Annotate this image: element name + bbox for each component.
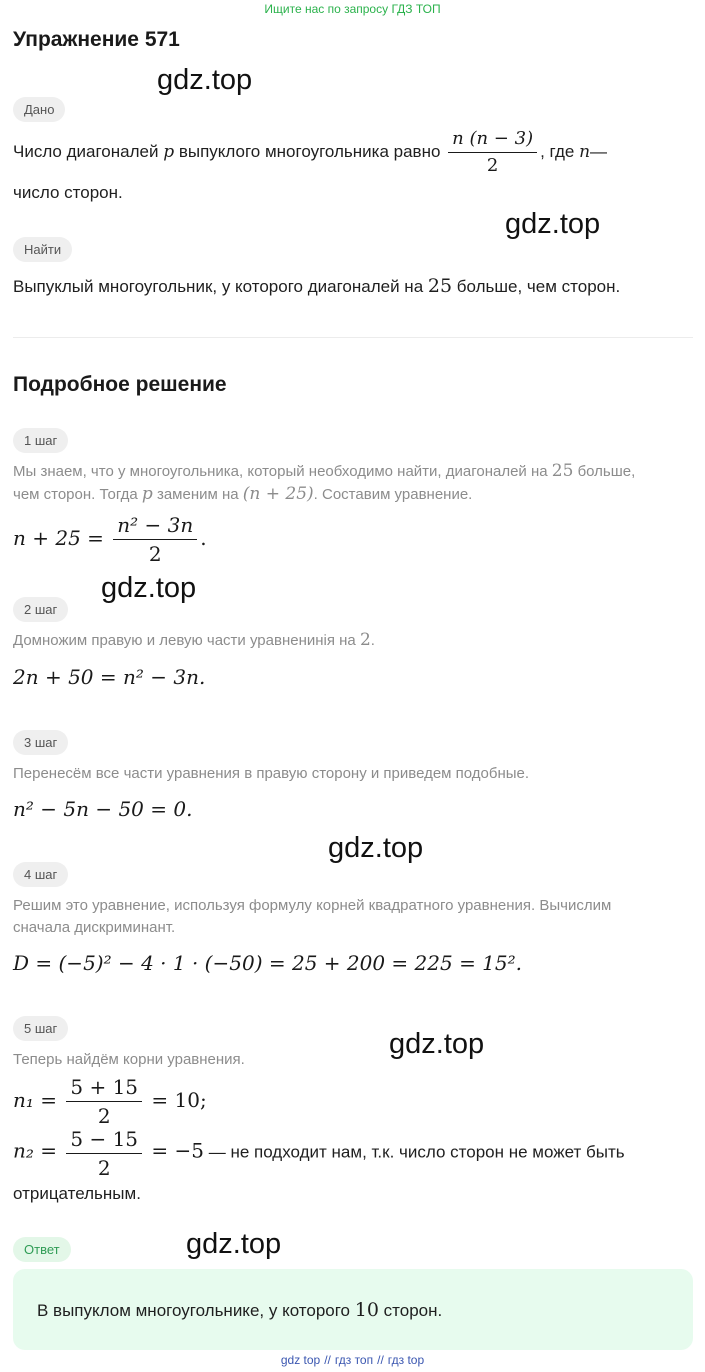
step-1-equation (13, 513, 207, 566)
step-2-number: 2 (359, 630, 371, 650)
step-1-text-b: больше, (573, 463, 636, 480)
answer-text-a: В выпуклом многоугольнике, у которого (37, 1301, 355, 1320)
step-1-number: 25 (551, 461, 574, 481)
watermark: gdz.top (101, 572, 197, 604)
answer-text-b: сторон. (378, 1301, 443, 1320)
given-fraction-den: 2 (486, 155, 499, 176)
step-1-var-p: p (141, 484, 153, 504)
given-label: Дано (13, 97, 65, 122)
find-label: Найти (13, 237, 72, 262)
step-4-label: 4 шаг (13, 862, 68, 887)
step-5-text: Теперь найдём корни уравнения. (13, 1051, 245, 1068)
step-5-eq1-den: 2 (97, 1104, 111, 1128)
given-var-n: n (579, 141, 591, 162)
footer-separator: // (377, 1353, 384, 1367)
step-3-equation: n² − 5n − 50 = 0. (13, 797, 193, 821)
step-5-eq1-num: 5 + 15 (66, 1075, 142, 1102)
step-2-text-b: . (370, 632, 375, 649)
step-4-text-line2: сначала дискриминант. (13, 919, 176, 936)
watermark: gdz.top (328, 832, 424, 864)
step-1-text-e: . Составим уравнение. (313, 486, 473, 503)
step-1-text-d: заменим на (152, 486, 243, 503)
solution-title: Подробное решение (13, 373, 227, 396)
watermark: gdz.top (389, 1028, 485, 1060)
step-1-eq-num: n² − 3n (113, 513, 197, 540)
answer-label: Ответ (13, 1237, 71, 1262)
step-5-equation-2 (13, 1127, 625, 1180)
step-1-eq-left: n + 25 = (13, 526, 111, 550)
step-4-text-line1: Решим это уравнение, используя формулу корней квадратного уравнения. Вычислим (13, 897, 612, 914)
step-5-eq1-fraction (66, 1075, 142, 1128)
page-title: Упражнение 571 (13, 28, 180, 51)
given-var-p: p (163, 141, 175, 162)
step-5-eq2-right: = −5 (145, 1138, 204, 1163)
step-1-text-a: Мы знаем, что у многоугольника, который необходимо найти, диагоналей на (13, 463, 552, 480)
given-text-line2: число сторон. (13, 183, 123, 202)
footer-link-1[interactable]: gdz top (280, 1353, 321, 1367)
step-5-eq2-num: 5 − 15 (66, 1127, 142, 1154)
find-text-b: больше, чем сторон. (452, 277, 621, 296)
watermark: gdz.top (157, 64, 253, 96)
given-fraction-num: n (n − 3) (448, 128, 537, 153)
step-5-eq2-text: — не подходит нам, т.к. число сторон не может быть (204, 1142, 625, 1162)
answer-number: 10 (354, 1299, 379, 1321)
given-fraction (448, 128, 537, 177)
step-2-text (13, 629, 375, 652)
step-5-eq2-den: 2 (97, 1156, 111, 1180)
given-text-a: Число диагоналей (13, 141, 164, 161)
step-5-text-last: отрицательным. (13, 1184, 141, 1203)
step-2-text-a: Домножим правую и левую части уравненинія на (13, 632, 360, 649)
given-text-b: выпуклого многоугольника равно (174, 141, 446, 161)
watermark: gdz.top (186, 1228, 282, 1260)
find-text-a: Выпуклый многоугольник, у которого диагоналей на (13, 277, 428, 296)
step-1-label: 1 шаг (13, 428, 68, 453)
given-dash: — (590, 141, 608, 161)
find-text (13, 275, 620, 298)
answer-text (37, 1299, 442, 1321)
step-1-text-c: чем сторон. Тогда (13, 486, 142, 503)
step-3-text: Перенесём все части уравнения в правую сторону и приведем подобные. (13, 765, 530, 782)
footer-link-2[interactable]: гдз топ (334, 1353, 374, 1367)
step-1-eq-den: 2 (148, 542, 162, 566)
step-1-text-line1 (13, 460, 635, 483)
footer-separator: // (324, 1353, 331, 1367)
step-5-eq2-left: n₂ = (13, 1138, 64, 1163)
footer-link-3[interactable]: гдз top (387, 1353, 425, 1367)
given-text-c: , где (540, 141, 580, 161)
step-1-expression: (n + 25) (242, 484, 314, 504)
step-1-eq-fraction (113, 513, 197, 566)
step-2-equation: 2n + 50 = n² − 3n. (13, 665, 206, 689)
step-4-equation: D = (−5)² − 4 · 1 · (−50) = 25 + 200 = 225 = 15². (13, 951, 523, 975)
step-5-eq1-right: = 10; (145, 1088, 207, 1112)
step-3-label: 3 шаг (13, 730, 68, 755)
watermark: gdz.top (505, 208, 601, 240)
footer-links (0, 1353, 705, 1367)
step-1-text-line2 (13, 483, 472, 506)
given-text (13, 128, 607, 177)
top-banner: Ищите нас по запросу ГДЗ ТОП (264, 2, 441, 16)
step-2-label: 2 шаг (13, 597, 68, 622)
find-number: 25 (427, 275, 453, 297)
step-5-eq1-left: n₁ = (13, 1088, 64, 1112)
step-5-equation-1 (13, 1075, 207, 1128)
step-5-label: 5 шаг (13, 1016, 68, 1041)
section-divider (13, 337, 693, 338)
step-5-eq2-fraction (66, 1127, 142, 1180)
step-1-eq-end: . (200, 526, 207, 550)
